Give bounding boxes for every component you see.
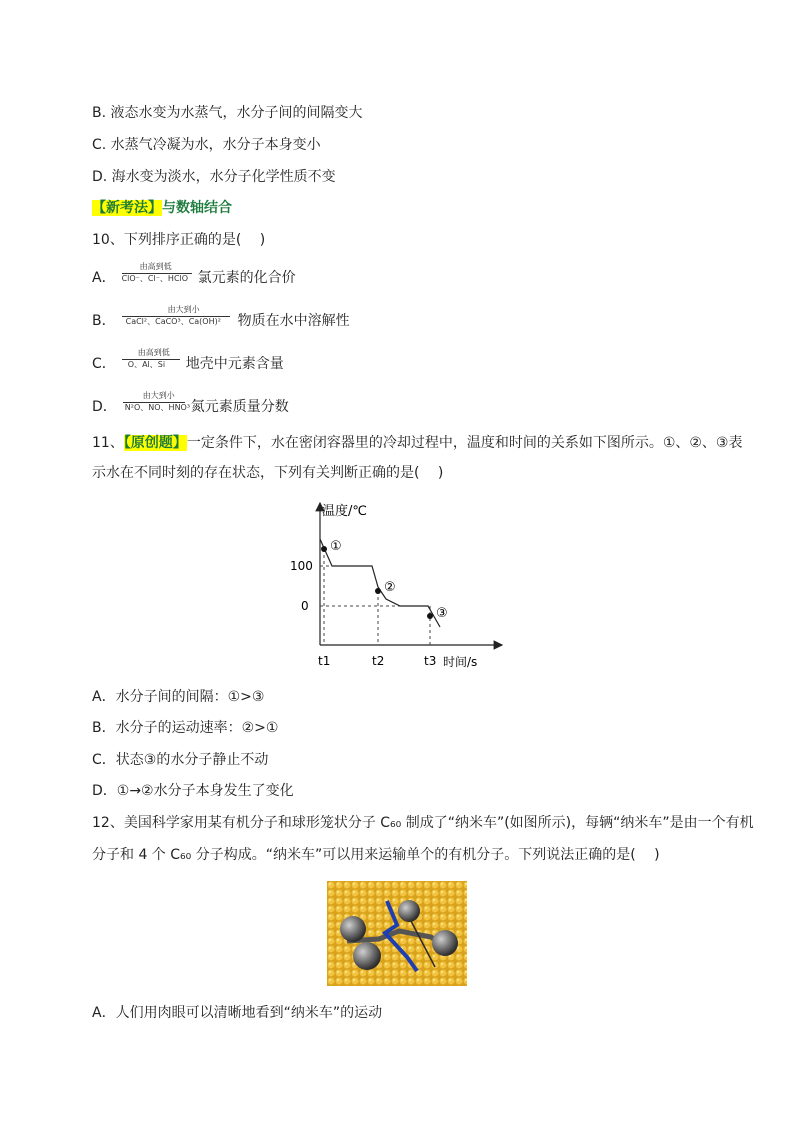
section-heading: [92, 198, 232, 218]
axis-top-label: 由高到低: [137, 348, 170, 357]
option-text: 氯元素的化合价: [197, 270, 296, 286]
section-tag: 【新考法】: [92, 200, 162, 216]
q11-option-a: A．水分子间的间隔：①>③: [92, 689, 265, 705]
question-12-stem-line2: 分子和 4 个 C₆₀ 分子构成。“纳米车”可以用来运输单个的有机分子。下列说法正确的是( ): [92, 847, 660, 863]
axis-top-label: 由大到小: [142, 391, 175, 400]
axis-bottom-label: O、Al、Si: [127, 360, 166, 369]
point-1-label: ①: [330, 539, 342, 554]
c60-ball-1: [340, 916, 366, 942]
q10-option-d: [92, 391, 289, 421]
axis-bottom-label: CaCl²、CaCO³、Ca(OH)²: [125, 317, 221, 326]
q11-option-b: B．水分子的运动速率：②>①: [92, 720, 279, 736]
option-text: 地壳中元素含量: [185, 356, 284, 372]
option-letter: C．: [92, 356, 116, 372]
section-title: 与数轴结合: [162, 200, 232, 216]
c60-ball-4: [432, 930, 458, 956]
c60-ball-2: [353, 942, 381, 970]
number-axis: [122, 262, 194, 292]
nanocar-image: [327, 881, 467, 986]
point-3-label: ③: [436, 606, 448, 621]
c60-ball-3: [398, 900, 420, 922]
x-tick-t1: t1: [318, 654, 331, 668]
option-c-text: C. 水蒸气冷凝为水，水分子本身变小: [92, 137, 321, 153]
question-10-stem: 10、下列排序正确的是( ): [92, 232, 266, 248]
point-3: [427, 613, 433, 619]
x-axis-label: 时间/s: [443, 655, 478, 669]
q11-option-d: D．①→②水分子本身发生了变化: [92, 783, 294, 799]
q10-option-b: [92, 305, 350, 335]
q10-option-c: [92, 348, 284, 378]
temperature-time-chart: [290, 495, 510, 675]
original-tag: 【原创题】: [123, 435, 187, 451]
x-tick-t3: t3: [424, 654, 437, 668]
option-text: 物质在水中溶解性: [237, 313, 350, 329]
option-letter: B．: [92, 313, 116, 329]
question-number: 11、: [92, 435, 124, 451]
option-text: 氮元素质量分数: [190, 399, 289, 415]
question-12-stem-line1: 12、美国科学家用某有机分子和球形笼状分子 C₆₀ 制成了“纳米车”(如图所示)，每辆“纳米车”是由一个有机: [92, 815, 754, 831]
q12-option-a: A．人们用肉眼可以清晰地看到“纳米车”的运动: [92, 1005, 383, 1021]
question-11-stem-line2: 示水在不同时刻的存在状态，下列有关判断正确的是( ): [92, 465, 444, 481]
option-b-text: B. 液态水变为水蒸气，水分子间的间隔变大: [92, 105, 363, 121]
q11-option-c: C．状态③的水分子静止不动: [92, 752, 269, 768]
y-axis-label: 温度/℃: [322, 504, 367, 519]
number-axis: [123, 391, 191, 421]
point-2-label: ②: [384, 580, 396, 595]
y-tick-100: 100: [290, 559, 313, 573]
x-tick-t2: t2: [372, 654, 385, 668]
point-2: [375, 588, 381, 594]
axis-bottom-label: N²O、NO、HNO³: [124, 403, 191, 412]
axis-bottom-label: ClO⁻、Cl⁻、HClO: [121, 274, 189, 283]
question-11-stem-line1: [92, 433, 742, 453]
y-tick-0: 0: [301, 599, 309, 613]
stem-text: 一定条件下，水在密闭容器里的冷却过程中，温度和时间的关系如下图所示。①、②、③表: [186, 435, 743, 451]
axis-top-label: 由高到低: [139, 262, 172, 271]
q10-option-a: [92, 262, 296, 292]
number-axis: [122, 305, 234, 335]
number-axis: [122, 348, 182, 378]
point-1: [321, 546, 327, 552]
option-letter: A．: [92, 270, 116, 286]
axis-top-label: 由大到小: [167, 305, 200, 314]
option-d-text: D. 海水变为淡水，水分子化学性质不变: [92, 169, 336, 185]
option-letter: D．: [92, 399, 117, 415]
